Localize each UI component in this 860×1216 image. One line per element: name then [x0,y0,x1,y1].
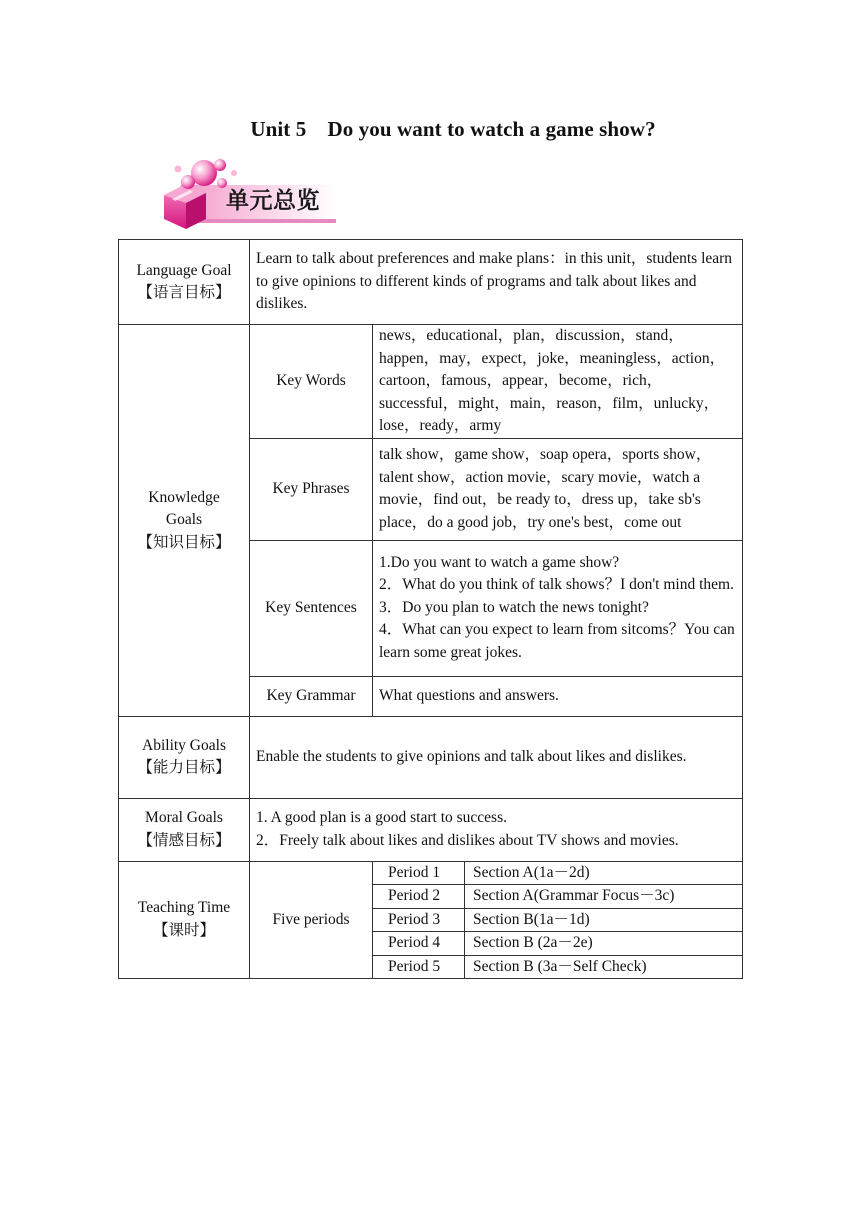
period-section: Section A(1a－2d) [465,861,743,885]
banner-label: 单元总览 [226,188,320,214]
unit-overview-banner [160,155,338,233]
row-label: Goals [165,511,203,528]
row-label-cn: 【知识目标】 [137,533,231,551]
row-label: Moral Goals [145,809,223,826]
language-goal-row [119,240,743,325]
period-section: Section A(Grammar Focus－3c) [465,885,743,909]
teaching-time-summary: Five periods [250,861,373,979]
row-label: Language Goal [136,261,232,279]
sentence-line: 3．Do you plan to watch the news tonight? [379,598,649,616]
language-goal-label-cell [119,240,250,325]
period-name: Period 2 [373,885,465,909]
key-phrases-label: Key Phrases [250,438,373,540]
moral-line: 2．Freely talk about likes and dislikes about TV shows and movies. [256,831,679,849]
ability-goals-content: Enable the students to give opinions and talk about likes and dislikes. [250,716,743,798]
moral-line: 1. A good plan is a good start to success. [256,809,507,826]
ability-goals-label-cell [119,716,250,798]
key-sentences-label: Key Sentences [250,540,373,676]
key-words-row [119,325,743,439]
row-label-cn: 【语言目标】 [137,284,231,301]
key-words-label: Key Words [250,325,373,439]
key-words-content: news，educational，plan，discussion，stand，happen，may，expect，joke，meaningless，action，cartoon，famous，appear，become，rich，successful，might，main，reason，film，unlucky，lose，ready，army [373,325,743,439]
sentence-line: 2．What do you think of talk shows？I don't mind them. [379,576,734,594]
row-label-cn: 【课时】 [152,921,215,939]
period-section: Section B(1a－1d) [465,908,743,932]
row-label: Knowledge [148,488,220,506]
period-row [119,861,743,885]
row-label-cn: 【能力目标】 [137,759,231,776]
sentence-line: 4．What can you expect to learn from sitcoms？You can learn some great jokes. [379,621,735,661]
sentence-line: 1.Do you want to watch a game show? [379,553,620,571]
teaching-time-label-cell [119,861,250,979]
period-name: Period 4 [373,932,465,956]
moral-goals-label-cell [119,798,250,861]
language-goal-content: Learn to talk about preferences and make plans：in this unit，students learn to give opinions to different kinds of programs and talk about likes and dislikes. [250,240,743,325]
period-name: Period 3 [373,908,465,932]
key-sentences-content [373,540,743,676]
unit-overview-table [118,239,743,979]
key-grammar-content: What questions and answers. [373,676,743,716]
knowledge-goals-label-cell [119,325,250,717]
period-name: Period 5 [373,955,465,979]
moral-goals-content [250,798,743,861]
key-grammar-label: Key Grammar [250,676,373,716]
page-title: Unit 5 Do you want to watch a game show? [250,117,656,141]
period-section: Section B (2a－2e) [465,932,743,956]
row-label-cn: 【情感目标】 [137,831,231,849]
ability-goals-row [119,716,743,798]
row-label: Ability Goals [142,736,226,754]
period-section: Section B (3a－Self Check) [465,955,743,979]
key-phrases-content: talk show，game show，soap opera，sports show，talent show，action movie，scary movie，watch a movie，find out，be ready to，dress up，take sb's place，do a good job，try one's best，come out [373,438,743,540]
period-name: Period 1 [373,861,465,885]
row-label: Teaching Time [137,899,231,917]
moral-goals-row [119,798,743,861]
